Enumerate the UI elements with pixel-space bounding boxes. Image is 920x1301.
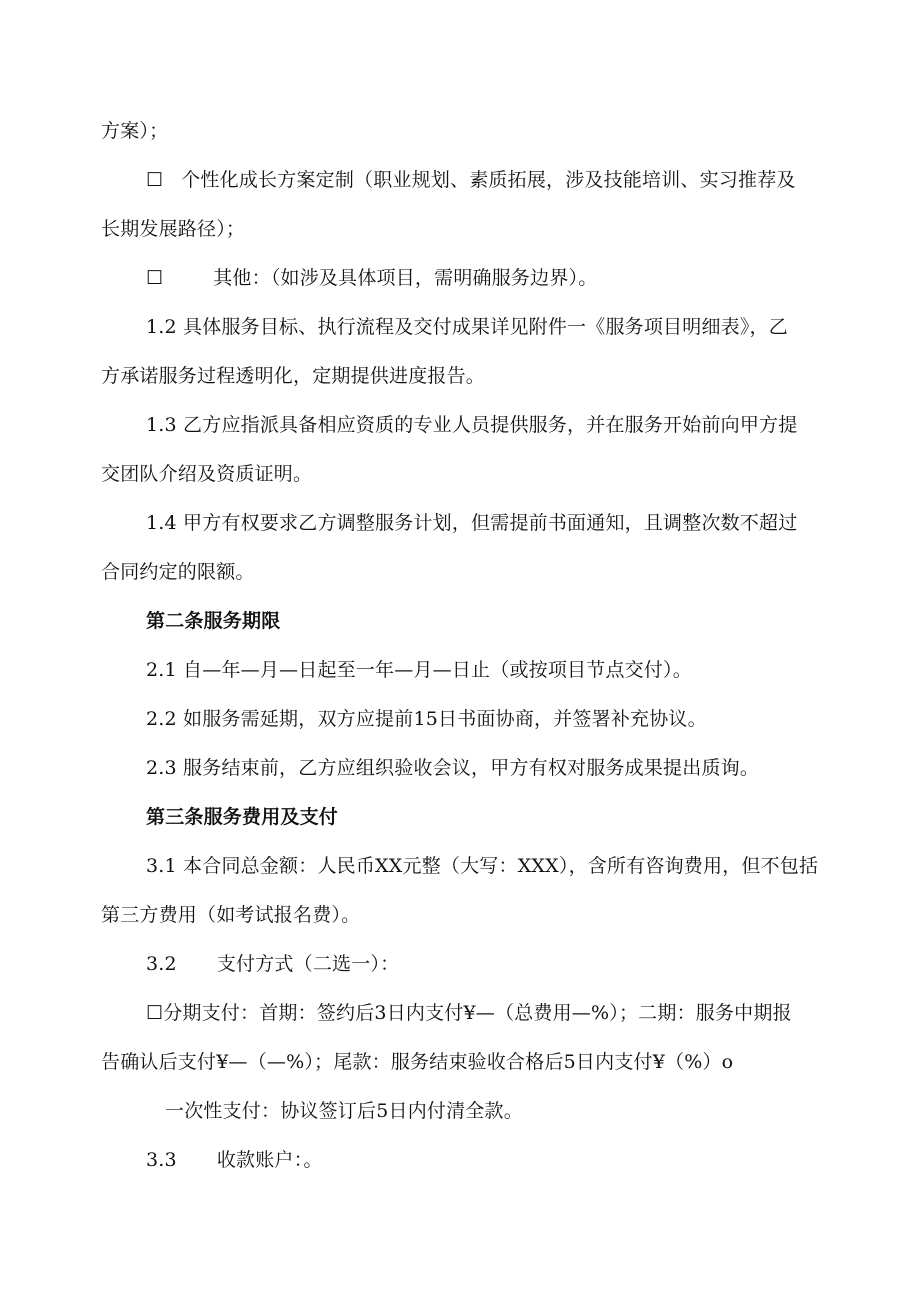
checkbox-icon[interactable]: ☐ bbox=[146, 267, 164, 289]
checkbox-icon[interactable]: ☐ bbox=[146, 1002, 164, 1024]
clause-2-1: 2.1 自—年—月—日起至一年—月—日止（或按项目节点交付）。 bbox=[146, 659, 692, 681]
clause-number: 3.2 bbox=[146, 953, 177, 975]
clause-1-2-cont: 方承诺服务过程透明化，定期提供进度报告。 bbox=[101, 365, 486, 387]
clause-2-3: 2.3 服务结束前，乙方应组织验收会议，甲方有权对服务成果提出质询。 bbox=[146, 757, 760, 779]
clause-1-4: 1.4 甲方有权要求乙方调整服务计划，但需提前书面通知，且调整次数不超过 bbox=[146, 512, 798, 534]
clause-1-3: 1.3 乙方应指派具备相应资质的专业人员提供服务，并在服务开始前向甲方提 bbox=[146, 414, 798, 436]
text-line-2 bbox=[146, 167, 796, 193]
text-line-3: 长期发展路径）； bbox=[101, 218, 246, 240]
clause-1-3-cont: 交团队介绍及资质证明。 bbox=[101, 463, 313, 485]
option-other: 其他：（如涉及具体项目，需明确服务边界）。 bbox=[213, 267, 598, 289]
account-label: 收款账户：。 bbox=[216, 1149, 323, 1171]
payment-option-installment bbox=[146, 1000, 792, 1026]
clause-3-2 bbox=[146, 951, 399, 977]
payment-option-lump-sum: 一次性支付：协议签订后5日内付清全款。 bbox=[165, 1100, 523, 1122]
section-heading-3: 第三条服务费用及支付 bbox=[146, 806, 339, 828]
clause-1-4-cont: 合同约定的限额。 bbox=[101, 561, 255, 583]
clause-3-1: 3.1 本合同总金额：人民币XX元整（大写：XXX），含所有咨询费用，但不包括 bbox=[146, 855, 819, 877]
installment-text: 分期支付：首期：签约后3日内支付¥—（总费用—%）；二期：服务中期报 bbox=[163, 1002, 792, 1024]
option-personal-growth: 个性化成长方案定制（职业规划、素质拓展，涉及技能培训、实习推荐及 bbox=[181, 169, 796, 191]
payment-method-label: 支付方式（二选一）： bbox=[216, 953, 400, 975]
checkbox-icon[interactable]: ☐ bbox=[146, 169, 164, 191]
clause-3-3 bbox=[146, 1147, 323, 1173]
clause-1-2: 1.2 具体服务目标、执行流程及交付成果详见附件一《服务项目明细表》，乙 bbox=[146, 316, 788, 338]
section-heading-2: 第二条服务期限 bbox=[146, 610, 281, 632]
text-line-1: 方案）； bbox=[101, 120, 169, 142]
clause-3-1-cont: 第三方费用（如考试报名费）。 bbox=[101, 904, 361, 926]
clause-number: 3.3 bbox=[146, 1149, 177, 1171]
clause-2-2: 2.2 如服务需延期，双方应提前15日书面协商，并签署补充协议。 bbox=[146, 708, 707, 730]
text-line-4 bbox=[146, 265, 597, 291]
installment-text-cont: 告确认后支付¥—（—%）；尾款：服务结束验收合格后5日内支付¥（%）o bbox=[101, 1051, 734, 1073]
